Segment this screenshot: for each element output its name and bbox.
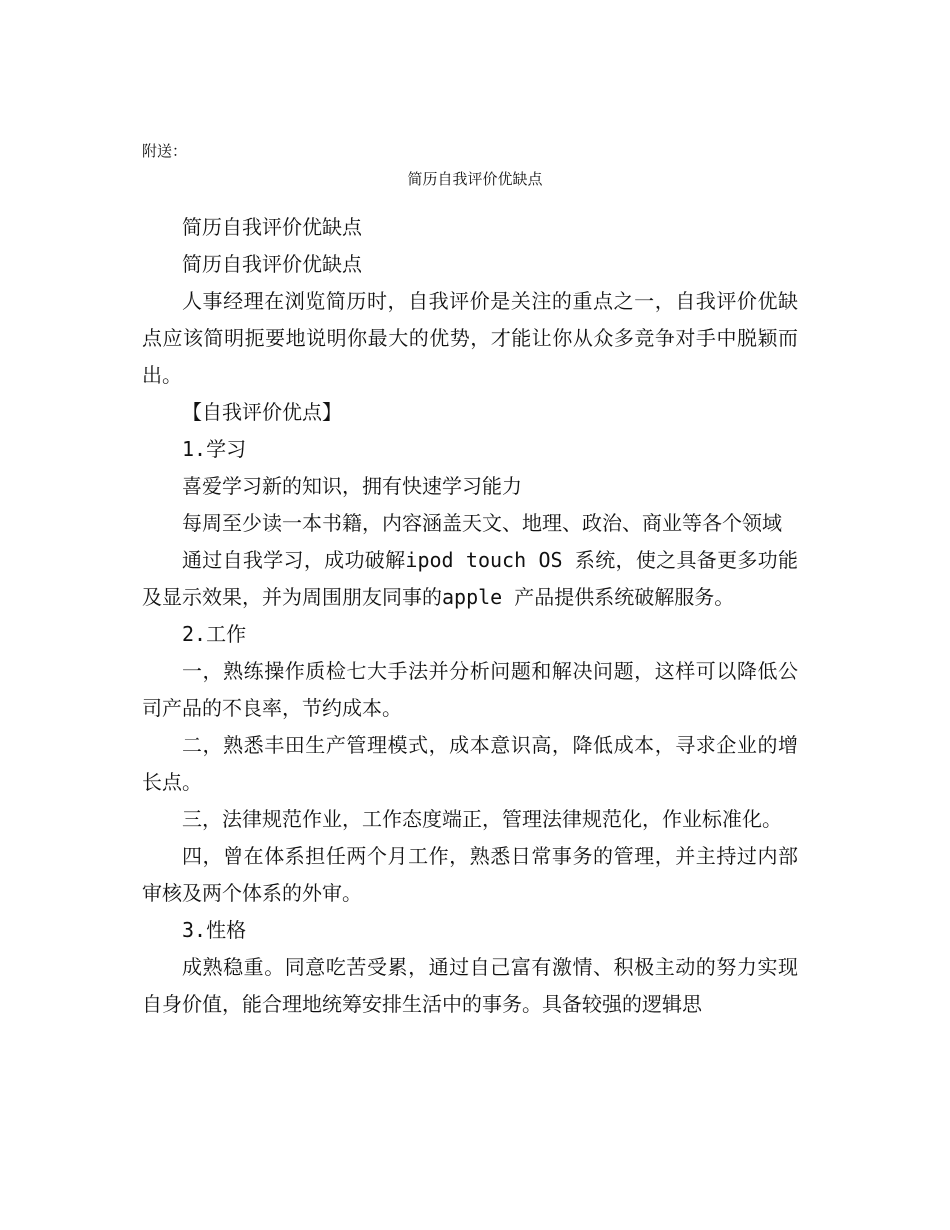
paragraph-heading-1: 简历自我评价优缺点 [182, 215, 362, 239]
paragraph-personality-1: 成熟稳重。同意吃苦受累，通过自己富有激情、积极主动的努力实现自身价值，能合理地统筹安排生活中的事务。具备较强的逻辑思 [142, 955, 798, 1016]
subheading-personality: 3.性格 [182, 918, 247, 942]
subheading-study: 1.学习 [182, 437, 247, 461]
document-body [142, 209, 798, 1023]
document-title: 简历自我评价优缺点 [407, 170, 543, 188]
paragraph-study-1: 喜爱学习新的知识，拥有快速学习能力 [182, 474, 522, 498]
paragraph-work-1: 一，熟练操作质检七大手法并分析问题和解决问题，这样可以降低公司产品的不良率，节约成本。 [142, 659, 798, 720]
attachment-label: 附送： [142, 142, 188, 160]
section-heading-strengths: 【自我评价优点】 [182, 400, 342, 424]
paragraph-intro: 人事经理在浏览简历时，自我评价是关注的重点之一，自我评价优缺点应该简明扼要地说明你最大的优势，才能让你从众多竞争对手中脱颖而出。 [142, 289, 798, 387]
paragraph-work-2: 二，熟悉丰田生产管理模式，成本意识高，降低成本，寻求企业的增长点。 [142, 733, 798, 794]
subheading-work: 2.工作 [182, 622, 247, 646]
paragraph-work-3: 三，法律规范作业，工作态度端正，管理法律规范化，作业标准化。 [182, 807, 782, 831]
paragraph-work-4: 四，曾在体系担任两个月工作，熟悉日常事务的管理，并主持过内部审核及两个体系的外审。 [142, 844, 798, 905]
paragraph-study-2: 每周至少读一本书籍，内容涵盖天文、地理、政治、商业等各个领域 [182, 511, 782, 535]
paragraph-heading-2: 简历自我评价优缺点 [182, 252, 362, 276]
paragraph-study-3: 通过自我学习，成功破解ipod touch OS 系统，使之具备更多功能及显示效果，并为周围朋友同事的apple 产品提供系统破解服务。 [142, 548, 798, 609]
